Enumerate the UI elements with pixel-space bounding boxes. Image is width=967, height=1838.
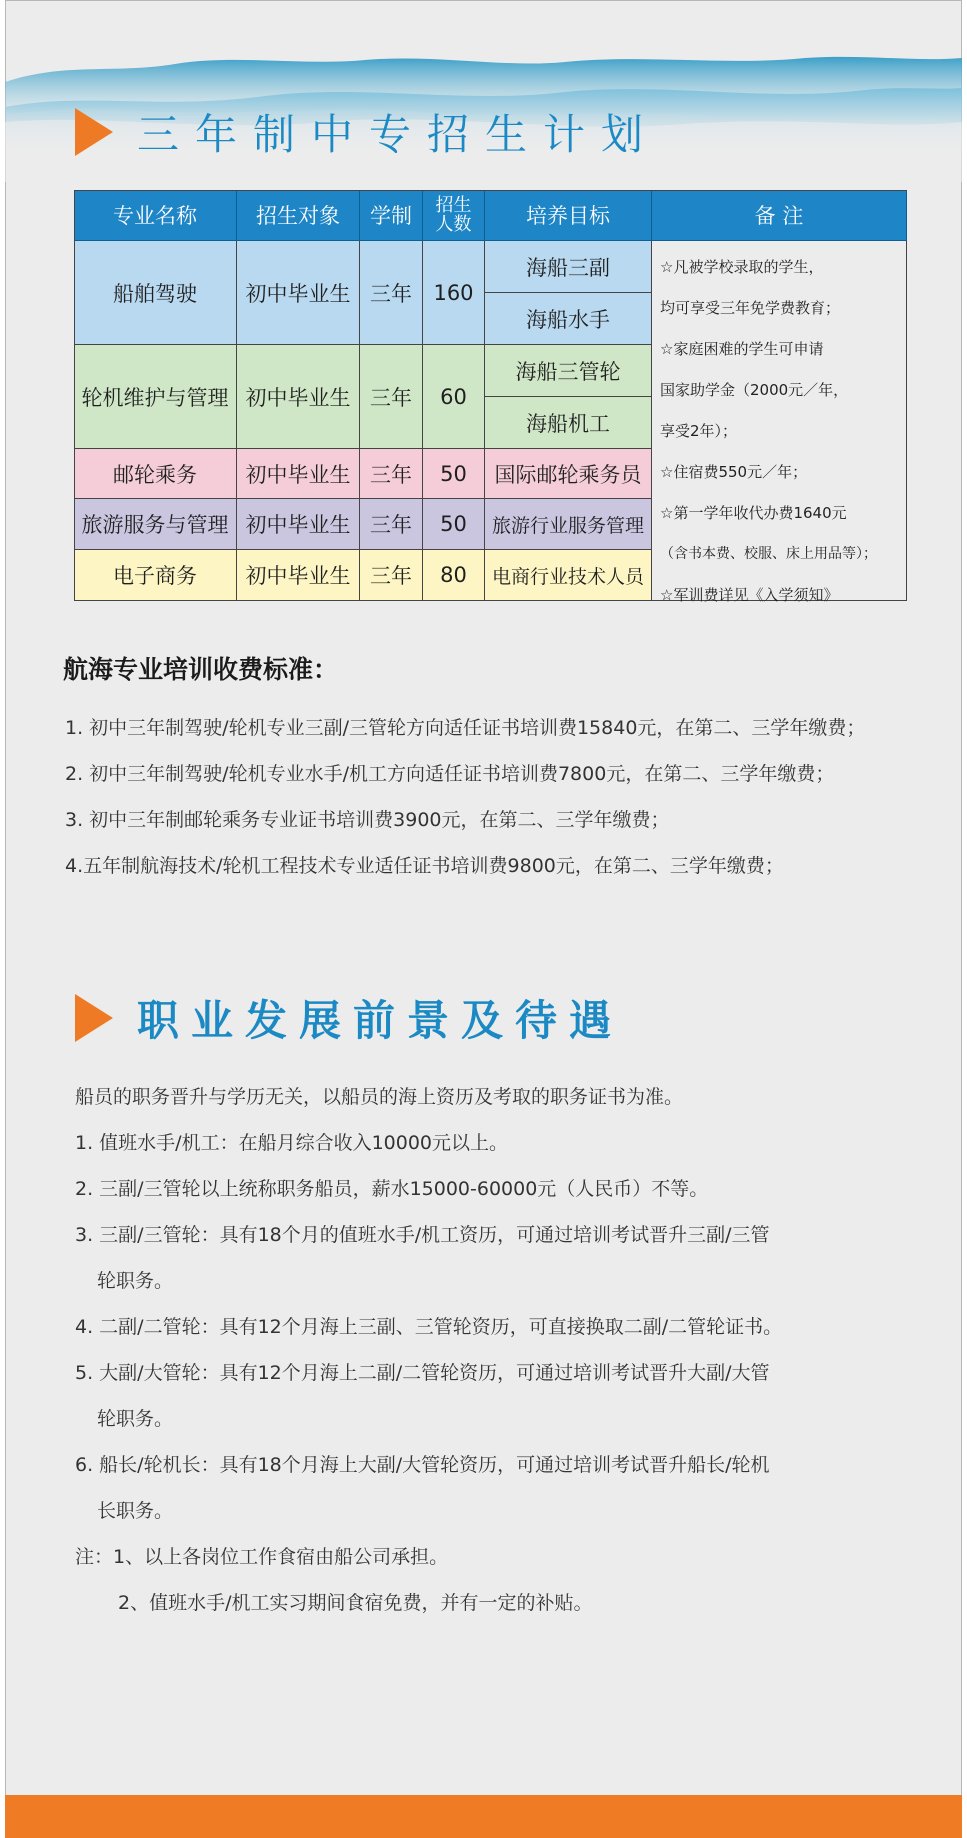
header-major: 专业名称: [74, 190, 237, 241]
career-note: 2、值班水手/机工实习期间食宿免费，并有一定的补贴。: [118, 1592, 593, 1614]
bottom-orange-bar: [5, 1795, 962, 1838]
remark-line: ☆住宿费550元／年；: [660, 463, 808, 481]
header-goal: 培养目标: [485, 190, 652, 241]
row4-duration: 三年: [360, 499, 423, 550]
career-item-cont: 轮职务。: [97, 1408, 174, 1430]
row2-target: 初中毕业生: [237, 345, 360, 449]
row1-count: 160: [423, 241, 485, 345]
row4-count: 50: [423, 499, 485, 550]
row5-duration: 三年: [360, 550, 423, 601]
header-duration: 学制: [360, 190, 423, 241]
header-count-line1: 招生: [435, 195, 472, 216]
row4-target: 初中毕业生: [237, 499, 360, 550]
career-intro: 船员的职务晋升与学历无关，以船员的海上资历及考取的职务证书为准。: [75, 1086, 684, 1108]
row5-count: 80: [423, 550, 485, 601]
fee-item: 2. 初中三年制驾驶/轮机专业水手/机工方向适任证书培训费7800元，在第二、三学年缴费；: [65, 763, 835, 785]
career-list: [75, 1074, 782, 1626]
row2-goal-2: 海船机工: [485, 397, 652, 449]
remarks-cell: [652, 241, 907, 604]
remark-line: ☆家庭困难的学生可申请: [660, 340, 824, 358]
header-remarks: 备 注: [652, 190, 907, 241]
header-count-line2: 人数: [435, 214, 472, 235]
remark-line: 均可享受三年免学费教育；: [660, 299, 841, 317]
remark-line: ☆军训费详见《入学须知》: [660, 586, 839, 604]
row1-target: 初中毕业生: [237, 241, 360, 345]
section-title-text: 三年制中专招生计划: [137, 110, 660, 159]
triangle-bullet-icon: [75, 994, 113, 1042]
row5-major: 电子商务: [74, 550, 237, 601]
row4-major: 旅游服务与管理: [74, 499, 237, 550]
fees-heading: 航海专业培训收费标准：: [63, 655, 339, 684]
career-item: 3. 三副/三管轮：具有18个月的值班水手/机工资历，可通过培训考试晋升三副/三管: [75, 1224, 770, 1246]
row1-goal-1: 海船三副: [485, 241, 652, 293]
header-count: [423, 190, 485, 241]
header-target: 招生对象: [237, 190, 360, 241]
row4-goal: 旅游行业服务管理: [485, 499, 652, 550]
row2-duration: 三年: [360, 345, 423, 449]
row5-target: 初中毕业生: [237, 550, 360, 601]
row2-goal-1: 海船三管轮: [485, 345, 652, 397]
career-item-cont: 轮职务。: [97, 1270, 174, 1292]
section-title-enrollment: [75, 102, 659, 162]
row1-goal-2: 海船水手: [485, 293, 652, 345]
career-item: 2. 三副/三管轮以上统称职务船员，薪水15000-60000元（人民币）不等。: [75, 1178, 709, 1200]
brochure-page: [5, 0, 962, 1838]
career-item: 5. 大副/大管轮：具有12个月海上二副/二管轮资历，可通过培训考试晋升大副/大管: [75, 1362, 770, 1384]
row1-duration: 三年: [360, 241, 423, 345]
row5-goal: 电商行业技术人员: [485, 550, 652, 601]
triangle-bullet-icon: [75, 108, 113, 156]
remark-line: ☆第一学年收代办费1640元: [660, 504, 847, 522]
career-item-cont: 长职务。: [97, 1500, 174, 1522]
career-item: 4. 二副/二管轮：具有12个月海上三副、三管轮资历，可直接换取二副/二管轮证书。: [75, 1316, 783, 1338]
row3-target: 初中毕业生: [237, 449, 360, 499]
fee-item: 1. 初中三年制驾驶/轮机专业三副/三管轮方向适任证书培训费15840元，在第二、三学年缴费；: [65, 717, 866, 739]
fee-item: 3. 初中三年制邮轮乘务专业证书培训费3900元，在第二、三学年缴费；: [65, 809, 670, 831]
remark-line: ☆凡被学校录取的学生，: [660, 258, 824, 276]
remark-line: 享受2年）；: [660, 422, 738, 440]
row3-goal: 国际邮轮乘务员: [485, 449, 652, 499]
career-item: 1. 值班水手/机工：在船月综合收入10000元以上。: [75, 1132, 509, 1154]
row2-count: 60: [423, 345, 485, 449]
section-title-text: 职业发展前景及待遇: [137, 996, 624, 1045]
fee-item: 4.五年制航海技术/轮机工程技术专业适任证书培训费9800元，在第二、三学年缴费；: [65, 855, 784, 877]
row2-major: 轮机维护与管理: [74, 345, 237, 449]
career-note: 注：1、以上各岗位工作食宿由船公司承担。: [75, 1546, 449, 1568]
row1-major: 船舶驾驶: [74, 241, 237, 345]
row3-duration: 三年: [360, 449, 423, 499]
career-item: 6. 船长/轮机长：具有18个月海上大副/大管轮资历，可通过培训考试晋升船长/轮机: [75, 1454, 770, 1476]
remark-line: （含书本费、校服、床上用品等）；: [660, 546, 877, 562]
fees-list: [65, 705, 865, 889]
remark-line: 国家助学金（2000元／年，: [660, 381, 849, 399]
section-title-career: [75, 988, 623, 1048]
row3-major: 邮轮乘务: [74, 449, 237, 499]
row3-count: 50: [423, 449, 485, 499]
